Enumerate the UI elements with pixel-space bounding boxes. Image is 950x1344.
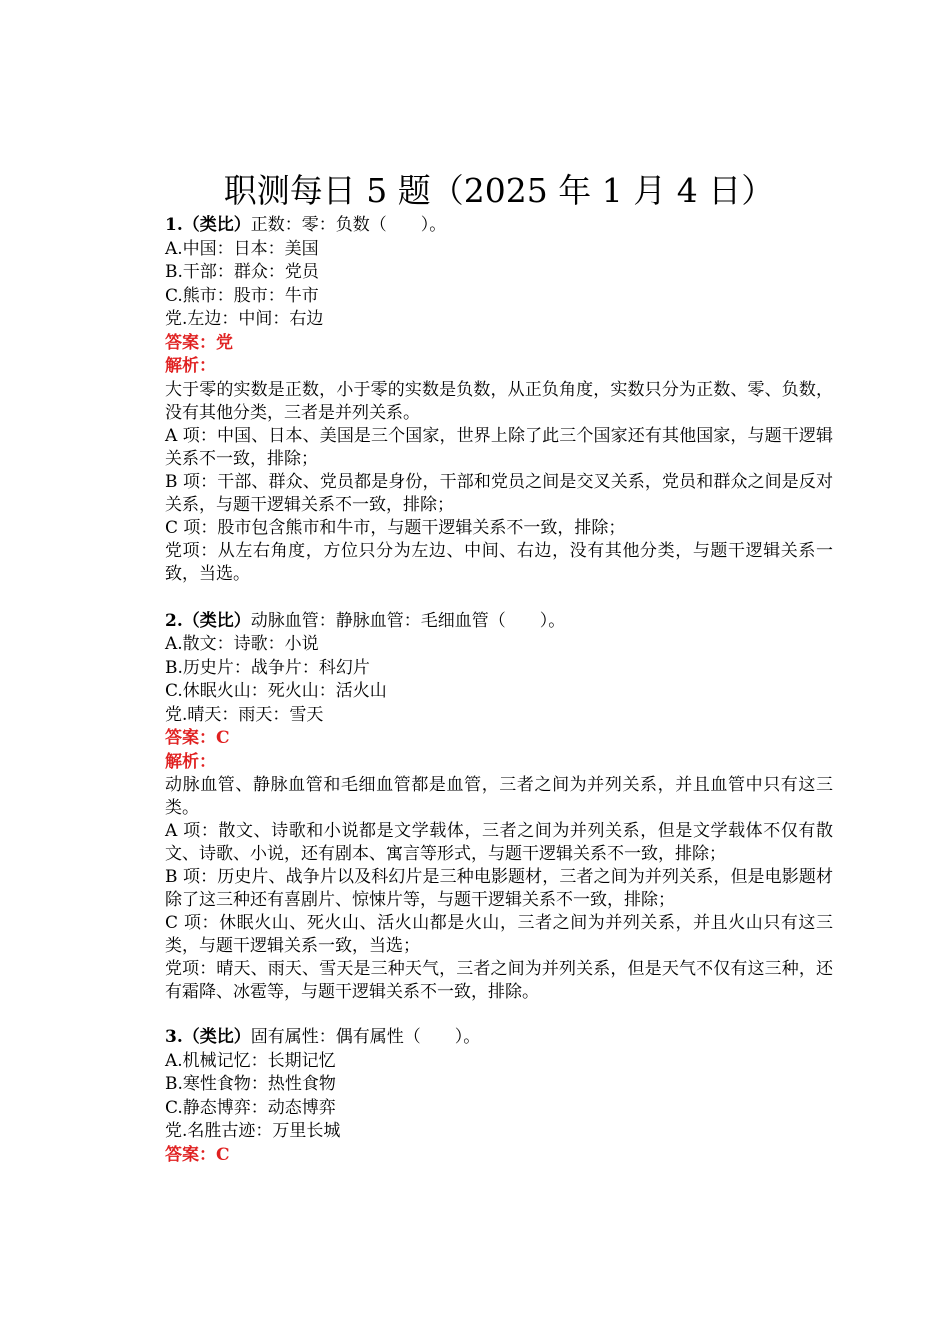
question-text: 动脉血管：静脉血管：毛细血管（ ）。	[250, 610, 566, 631]
spacer	[165, 1004, 833, 1026]
option-c: C.熊市：股市：牛市	[165, 285, 319, 306]
option-d: 党.名胜古迹：万里长城	[165, 1121, 341, 1141]
answer: 答案：党	[165, 332, 233, 353]
analysis-paragraph: A 项：中国、日本、美国是三个国家，世界上除了此三个国家还有其他国家，与题干逻辑关系不一致，排除；	[165, 425, 833, 469]
analysis-paragraph: A 项：散文、诗歌和小说都是文学载体，三者之间为并列关系，但是文学载体不仅有散文、诗歌、小说，还有剧本、寓言等形式，与题干逻辑关系不一致，排除；	[165, 821, 833, 864]
option-c: C.静态博弈：动态博弈	[165, 1097, 336, 1118]
analysis-label: 解析：	[165, 751, 216, 772]
question-type: （类比）	[182, 1027, 251, 1047]
question-3	[165, 1026, 833, 1167]
option-b: B.历史片：战争片：科幻片	[165, 657, 370, 678]
question-number: 1.	[165, 215, 183, 235]
spacer	[165, 586, 833, 610]
analysis-paragraph: B 项：干部、群众、党员都是身份，干部和党员之间是交叉关系，党员和群众之间是反对关系，与题干逻辑关系不一致，排除；	[165, 471, 833, 515]
question-stem	[165, 1026, 833, 1050]
question-1	[165, 214, 833, 586]
page-title: 职测每日 5 题（2025 年 1 月 4 日）	[223, 171, 775, 210]
question-number: 3.	[165, 1027, 183, 1047]
answer: 答案：C	[165, 728, 230, 748]
option-a: A.散文：诗歌：小说	[165, 634, 319, 654]
analysis-paragraph: C 项：休眠火山、死火山、活火山都是火山，三者之间为并列关系，并且火山只有这三类，与题干逻辑关系一致，当选；	[165, 913, 833, 956]
question-type: （类比）	[182, 610, 251, 631]
analysis-paragraph: 党项：晴天、雨天、雪天是三种天气，三者之间为并列关系，但是天气不仅有这三种，还有霜降、冰雹等，与题干逻辑关系不一致，排除。	[165, 959, 833, 1002]
document-page	[165, 170, 833, 1167]
option-b: B.寒性食物：热性食物	[165, 1074, 336, 1094]
option-a: A.中国：日本：美国	[165, 238, 319, 259]
question-text: 固有属性：偶有属性（ ）。	[250, 1027, 481, 1047]
option-d: 党.晴天：雨天：雪天	[165, 704, 324, 725]
analysis-paragraph: 党项：从左右角度，方位只分为左边、中间、右边，没有其他分类，与题干逻辑关系一致，当选。	[165, 540, 833, 584]
analysis-paragraph: B 项：历史片、战争片以及科幻片是三种电影题材，三者之间为并列关系，但是电影题材除了这三种还有喜剧片、惊悚片等，与题干逻辑关系不一致，排除；	[165, 867, 833, 910]
question-type: （类比）	[182, 215, 251, 235]
option-a: A.机械记忆：长期记忆	[165, 1050, 336, 1071]
question-text: 正数：零：负数（ ）。	[250, 215, 447, 235]
analysis-label: 解析：	[165, 356, 216, 376]
question-stem	[165, 610, 833, 634]
option-b: B.干部：群众：党员	[165, 262, 319, 282]
question-2	[165, 610, 833, 1005]
option-c: C.休眠火山：死火山：活火山	[165, 681, 387, 701]
answer: 答案：C	[165, 1144, 230, 1165]
analysis-paragraph: C 项：股市包含熊市和牛市，与题干逻辑关系不一致，排除；	[165, 517, 626, 538]
option-d: 党.左边：中间：右边	[165, 309, 324, 329]
analysis-paragraph: 动脉血管、静脉血管和毛细血管都是血管，三者之间为并列关系，并且血管中只有这三类。	[165, 775, 833, 818]
analysis-paragraph: 大于零的实数是正数，小于零的实数是负数，从正负角度，实数只分为正数、零、负数，没有其他分类，三者是并列关系。	[165, 379, 833, 423]
question-number: 2.	[165, 610, 183, 631]
question-stem	[165, 214, 833, 238]
